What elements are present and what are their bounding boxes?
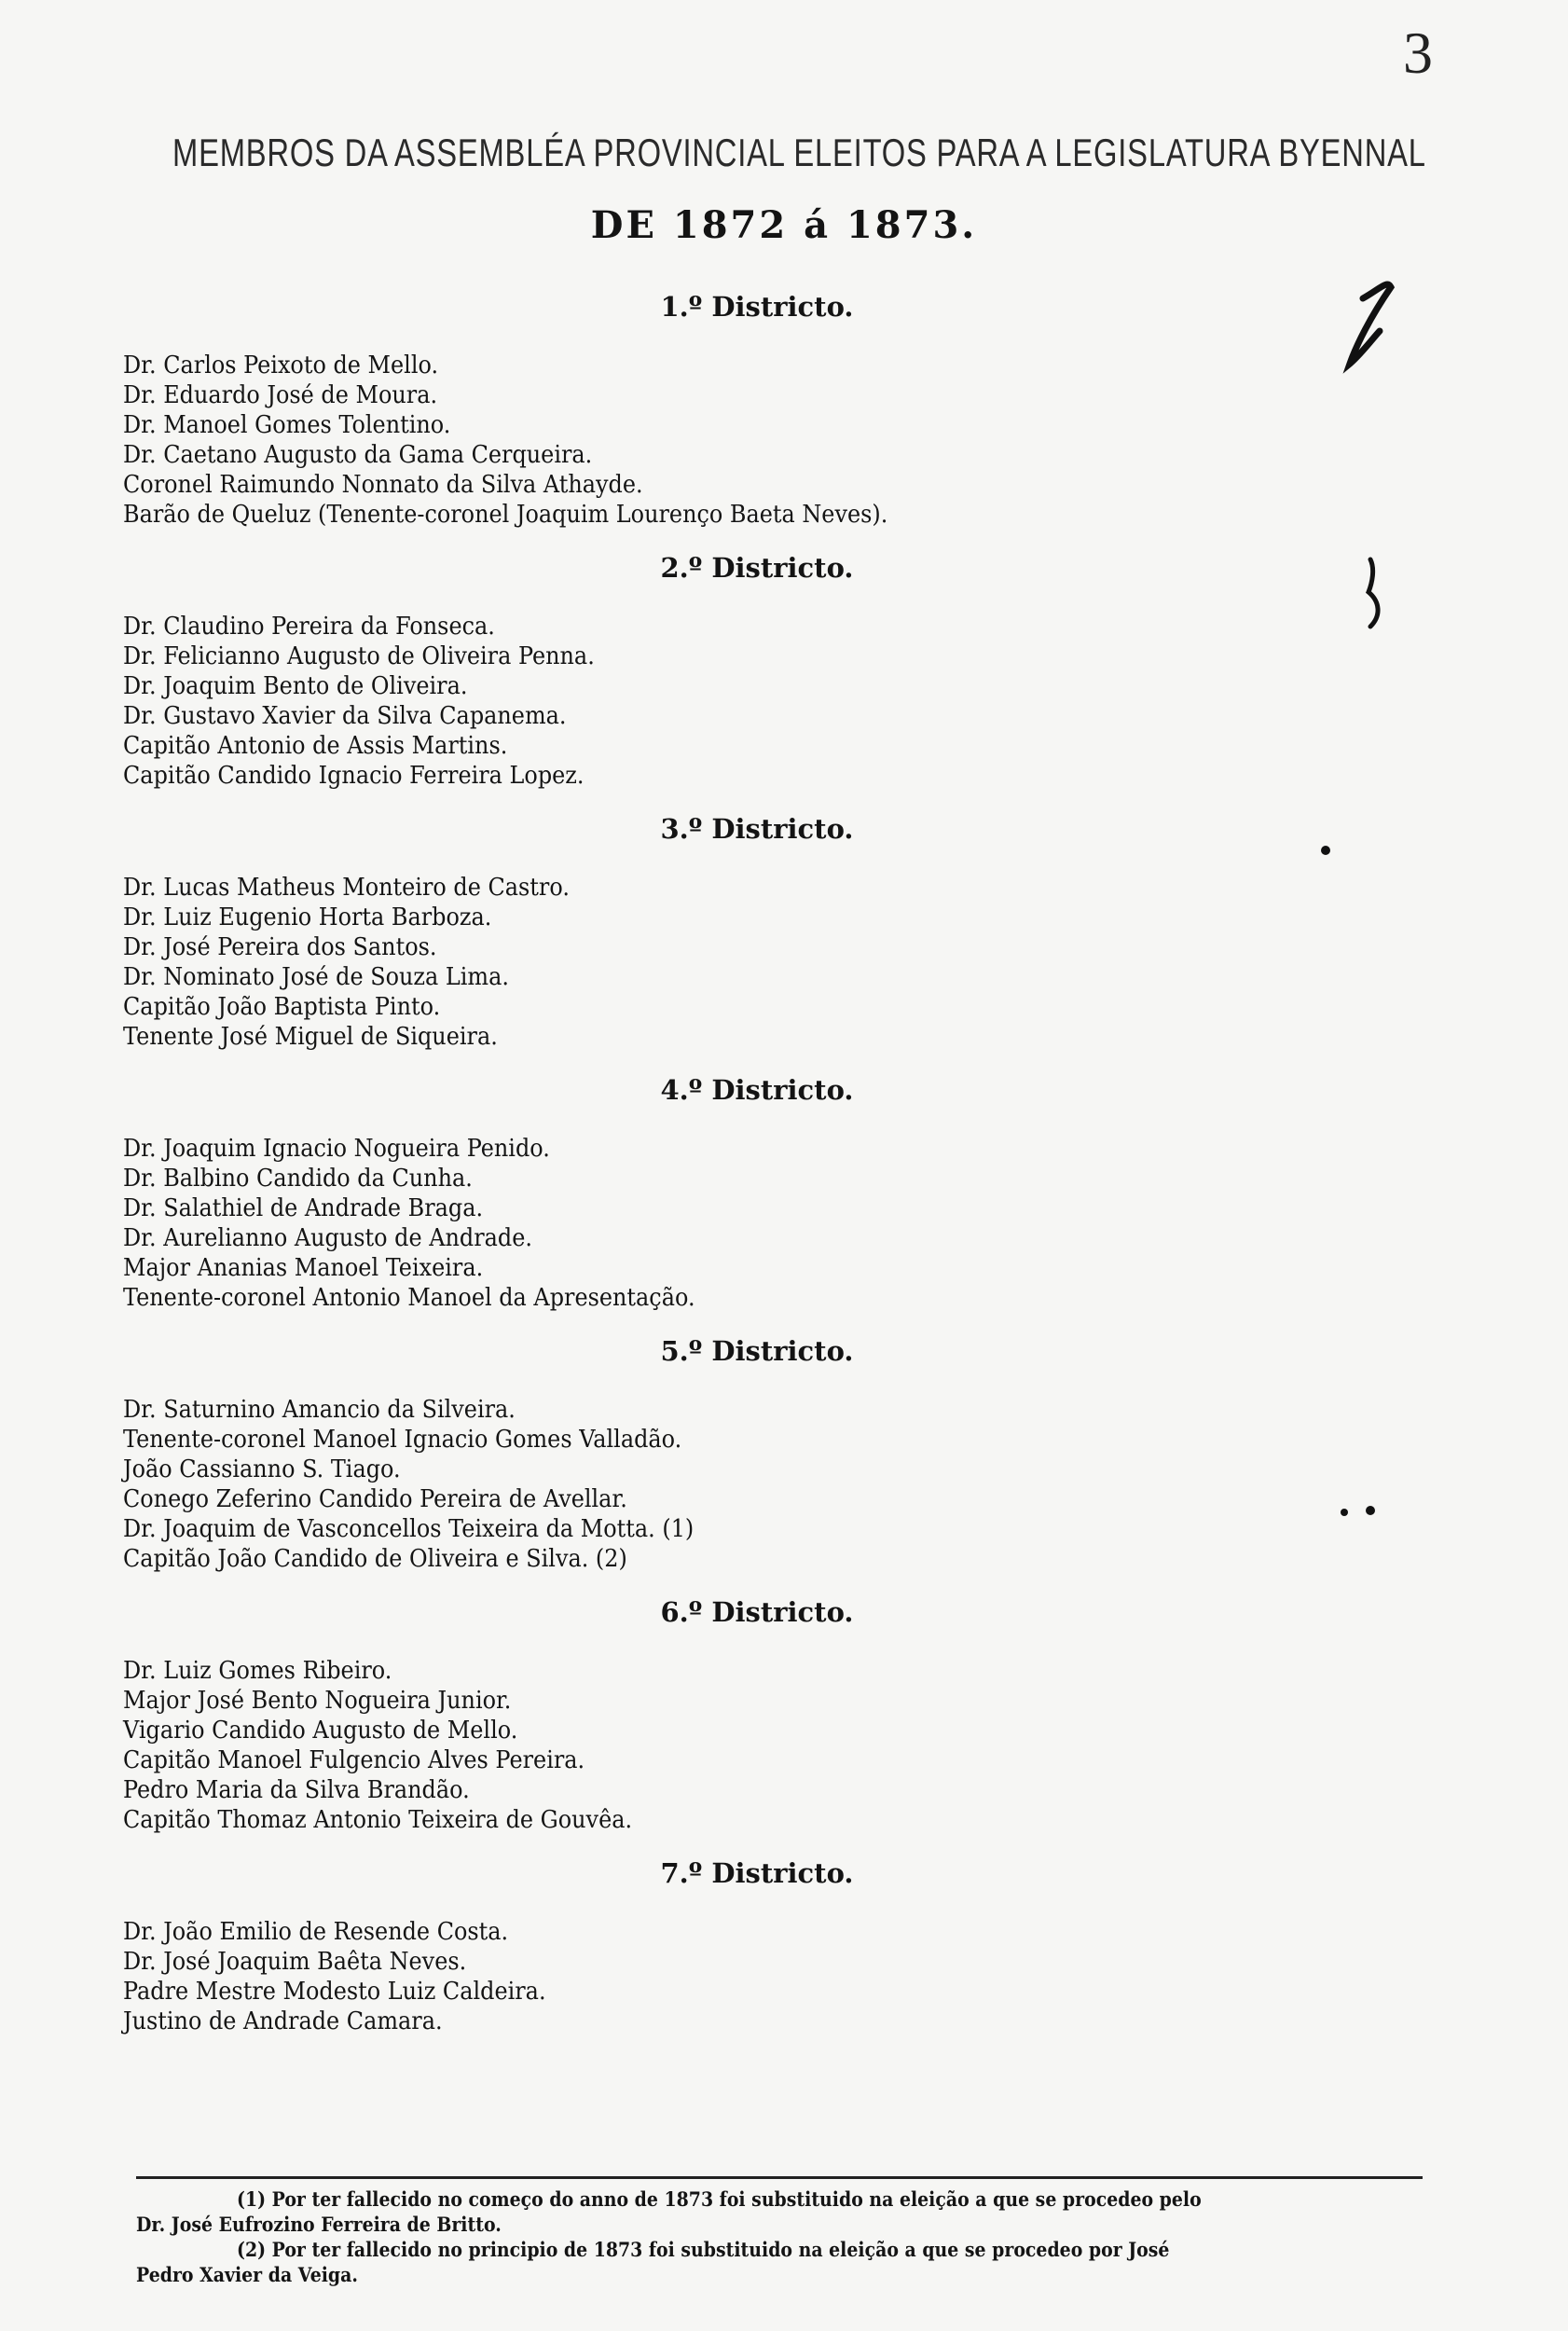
district-section — [123, 807, 1354, 1052]
member-entry: Dr. Manoel Gomes Tolentino. — [123, 411, 451, 439]
member-entry: Dr. Luiz Eugenio Horta Barboza. — [123, 903, 492, 931]
member-list — [123, 1395, 1354, 1574]
member-entry: Padre Mestre Modesto Luiz Caldeira. — [123, 1978, 546, 2006]
member-entry: Coronel Raimundo Nonnato da Silva Athayde. — [123, 471, 643, 499]
header-years: DE 1872 á 1873. — [590, 203, 978, 247]
member-entry: Capitão Thomaz Antonio Teixeira de Gouvêa. — [123, 1806, 633, 1834]
district-section — [123, 1591, 1354, 1835]
member-entry: Capitão Candido Ignacio Ferreira Lopez. — [123, 762, 585, 790]
member-entry: Dr. Carlos Peixoto de Mello. — [123, 352, 439, 379]
district-section — [123, 1330, 1354, 1574]
member-entry: Major José Bento Nogueira Junior. — [123, 1687, 512, 1715]
member-entry: Dr. José Pereira dos Santos. — [123, 933, 437, 961]
district-heading: 4.º Districto. — [660, 1074, 854, 1106]
member-entry: Barão de Queluz (Tenente-coronel Joaquim Lourenço Baeta Neves). — [123, 501, 888, 529]
member-entry: Dr. Lucas Matheus Monteiro de Castro. — [123, 874, 570, 902]
district-section — [123, 546, 1354, 791]
member-entry: Dr. Felicianno Augusto de Oliveira Penna. — [123, 642, 595, 670]
footnote-line: (1) Por ter fallecido no começo do anno de 1873 foi substituido na eleição a que se procedeo pelo — [237, 2187, 1202, 2211]
member-entry: Dr. João Emilio de Resende Costa. — [123, 1918, 509, 1946]
member-entry: Dr. Joaquim Ignacio Nogueira Penido. — [123, 1135, 550, 1163]
member-entry: Dr. Eduardo José de Moura. — [123, 381, 438, 409]
member-entry: Dr. Joaquim Bento de Oliveira. — [123, 672, 468, 700]
member-entry: Dr. Aurelianno Augusto de Andrade. — [123, 1224, 532, 1252]
member-entry: Tenente-coronel Manoel Ignacio Gomes Valladão. — [123, 1426, 682, 1454]
member-entry: Major Ananias Manoel Teixeira. — [123, 1254, 484, 1282]
member-entry: Dr. Caetano Augusto da Gama Cerqueira. — [123, 441, 593, 469]
page-number: 3 — [1403, 20, 1433, 86]
district-heading: 3.º Districto. — [660, 813, 854, 845]
footnotes — [136, 2176, 1423, 2287]
footnote-line: Pedro Xavier da Veiga. — [136, 2263, 358, 2286]
member-entry: Tenente José Miguel de Siqueira. — [123, 1023, 498, 1051]
member-entry: Tenente-coronel Antonio Manoel da Apresentação. — [123, 1284, 695, 1312]
footnote-line: (2) Por ter fallecido no principio de 1873 foi substituido na eleição a que se procedeo por José — [237, 2238, 1170, 2261]
member-list — [123, 1656, 1354, 1835]
footnote — [136, 2186, 1420, 2237]
district-heading: 1.º Districto. — [660, 291, 854, 323]
member-entry: Capitão João Baptista Pinto. — [123, 993, 441, 1021]
member-list — [123, 873, 1354, 1052]
member-entry: João Cassianno S. Tiago. — [123, 1455, 401, 1483]
member-entry: Dr. Joaquim de Vasconcellos Teixeira da Motta. (1) — [123, 1515, 695, 1543]
member-entry: Dr. Saturnino Amancio da Silveira. — [123, 1396, 516, 1424]
member-entry: Capitão João Candido de Oliveira e Silva. (2) — [123, 1545, 627, 1573]
member-entry: Dr. Nominato José de Souza Lima. — [123, 963, 509, 991]
member-entry: Dr. Claudino Pereira da Fonseca. — [123, 613, 495, 641]
footnote-line: Dr. José Eufrozino Ferreira de Britto. — [136, 2213, 502, 2236]
member-list — [123, 612, 1354, 791]
member-entry: Capitão Antonio de Assis Martins. — [123, 732, 508, 760]
district-section — [123, 285, 1354, 530]
member-entry: Dr. Salathiel de Andrade Braga. — [123, 1194, 484, 1222]
member-entry: Pedro Maria da Silva Brandão. — [123, 1776, 470, 1804]
district-list-container — [123, 276, 1354, 2053]
member-entry: Dr. Gustavo Xavier da Silva Capanema. — [123, 702, 567, 730]
member-list — [123, 1134, 1354, 1313]
footnote — [136, 2237, 1420, 2287]
district-heading: 7.º Districto. — [660, 1857, 854, 1889]
member-entry: Dr. José Joaquim Baêta Neves. — [123, 1948, 467, 1976]
member-list — [123, 351, 1354, 530]
header-title: MEMBROS DA ASSEMBLÉA PROVINCIAL ELEITOS PARA A LEGISLATURA BYENNAL — [172, 131, 1426, 174]
member-entry: Capitão Manoel Fulgencio Alves Pereira. — [123, 1746, 585, 1774]
member-entry: Dr. Balbino Candido da Cunha. — [123, 1165, 473, 1193]
document-header — [0, 131, 1568, 247]
member-entry: Justino de Andrade Camara. — [123, 2007, 443, 2035]
district-heading: 2.º Districto. — [660, 552, 854, 584]
member-entry: Conego Zeferino Candido Pereira de Avellar. — [123, 1485, 627, 1513]
member-list — [123, 1917, 1354, 2036]
district-section — [123, 1069, 1354, 1313]
district-heading: 5.º Districto. — [660, 1335, 854, 1367]
member-entry: Vigario Candido Augusto de Mello. — [123, 1717, 518, 1745]
district-section — [123, 1852, 1354, 2036]
district-heading: 6.º Districto. — [660, 1596, 854, 1628]
member-entry: Dr. Luiz Gomes Ribeiro. — [123, 1657, 392, 1685]
